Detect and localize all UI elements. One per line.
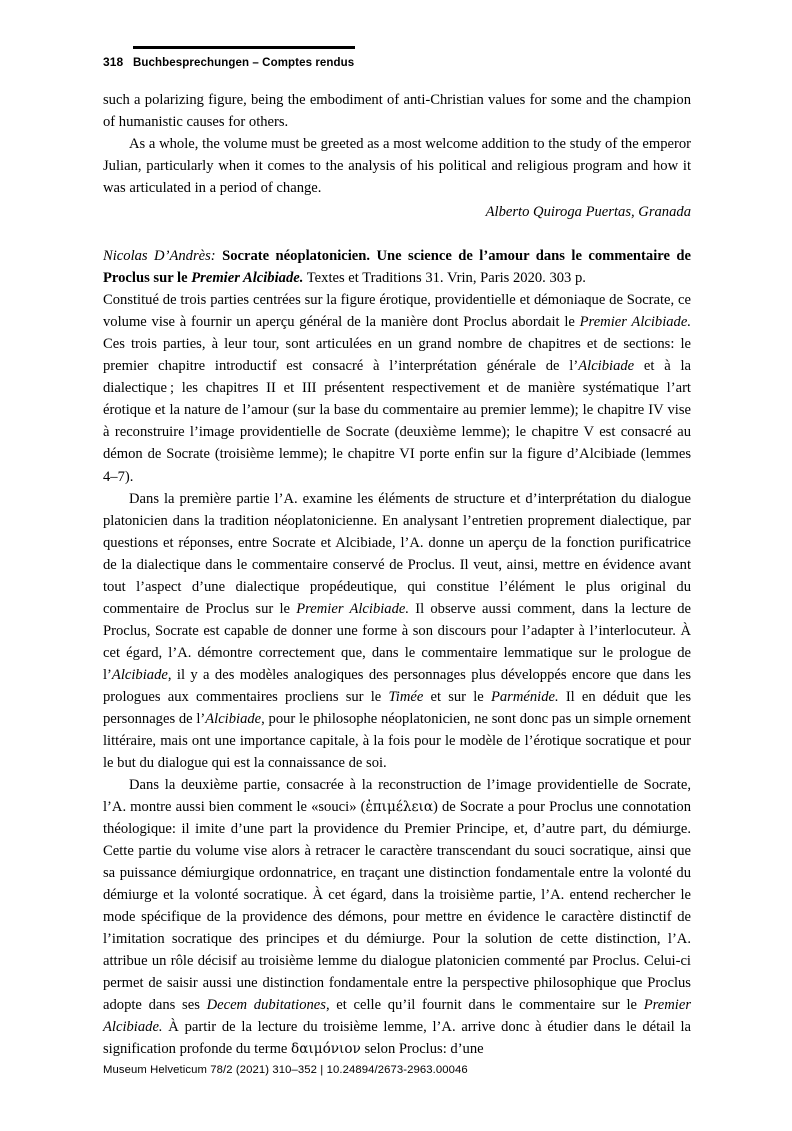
text-run: Constitué de trois parties centrées sur la figure érotique, providentielle et démoniaque de Socrate, ce volume vise à fournir un aperçu général de la manière dont Proclus abordait le bbox=[103, 292, 691, 331]
italic-title: Alcibiade bbox=[111, 666, 168, 683]
review-title-italic: Premier Alcibiade. bbox=[191, 270, 304, 287]
text-run: , il y a des modèles analogiques des personnages plus développés encore que dans les prologues aux commentaires procliens sur le bbox=[103, 666, 691, 705]
text-run: Dans la deuxième partie, consacrée à la reconstruction de l’image providentielle de Socrate, l’A. montre aussi bien comment le «souci» ( bbox=[103, 776, 691, 815]
italic-title: Parménide. bbox=[490, 688, 559, 705]
review-paragraph bbox=[103, 488, 691, 774]
review-body bbox=[103, 289, 691, 1060]
review-paragraph bbox=[103, 289, 691, 487]
italic-title: Premier Alcibiade. bbox=[579, 314, 691, 331]
italic-title: Premier Alcibiade. bbox=[103, 997, 691, 1036]
running-head-title-wrap bbox=[133, 46, 691, 69]
reviewer-signature: Alberto Quiroga Puertas, Granada bbox=[485, 204, 691, 221]
italic-title: Decem dubitationes bbox=[206, 997, 326, 1014]
text-run: Il observe aussi comment, dans la lecture de Proclus, Socrate est capable de donner une forme à son discours pour l’adapter à l’interlocuteur. À cet égard, l’A. démontre correctement que, dans le commentaire lemmatique sur le prologue de l’ bbox=[103, 600, 691, 683]
running-head-title: Buchbesprechungen – Comptes rendus bbox=[133, 57, 355, 69]
text-run: et à la dialectique ; les chapitres II et III présentent respectivement et de manière systématique l’art érotique et la nature de l’amour (sur la base du commentaire au premier lemme); le chapitre IV vise à reconstruire l’image providentielle de Socrate (deuxième lemme); le chapitre V est consacré au démon de Socrate (troisième lemme); le chapitre VI porte enfin sur la figure d’Alcibiade (lemmes 4–7). bbox=[103, 358, 691, 485]
italic-title: Alcibiade bbox=[578, 358, 635, 375]
text-run: Dans la première partie l’A. examine les éléments de structure et d’interprétation du dialogue platonicien dans la tradition néoplatonicienne. En analysant l’entretien proprement dialectique, par questions et réponses, entre Socrate et Alcibiade, l’A. donne un aperçu de la fonction purificatrice de la dialectique dans le commentaire conservé de Proclus. Il veut, ainsi, mettre en évidence avant tout l’aspect d’une dialectique propédeutique, qui constitue l’élément le plus original du commentaire de Proclus sur le bbox=[103, 490, 691, 617]
header-rule bbox=[133, 46, 355, 49]
text-run: selon Proclus: d’une bbox=[360, 1041, 484, 1058]
review-paragraph bbox=[103, 774, 691, 1060]
text-run: , et celle qu’il fournit dans le commentaire sur le bbox=[325, 997, 644, 1014]
text-run: À partir de la lecture du troisième lemme, l’A. arrive donc à étudier dans le détail la signification profonde du terme bbox=[103, 1019, 691, 1058]
paragraph-final: As a whole, the volume must be greeted as a most welcome addition to the study of the emperor Julian, particularly when it comes to the analysis of his political and religious program and how it was articulated in a period of change. bbox=[103, 136, 691, 197]
text-run: Il en déduit que les personnages de l’ bbox=[103, 688, 692, 727]
text-run: , pour le philosophe néoplatonicien, ne sont donc pas un simple ornement littéraire, mais ont une importance capitale, à la fois pour le modèle de l’érotique socratique et pour le but du dialogue qui est la connaissance de soi. bbox=[103, 710, 691, 771]
review-imprint: Textes et Traditions 31. Vrin, Paris 2020. 303 p. bbox=[303, 270, 586, 287]
italic-title: Timée bbox=[388, 688, 424, 705]
text-run: et sur le bbox=[423, 688, 491, 705]
italic-title: Alcibiade bbox=[205, 710, 262, 727]
paragraph-continuation: such a polarizing figure, being the embodiment of anti-Christian values for some and the champion of humanistic causes for others. bbox=[103, 92, 691, 131]
text-run: Ces trois parties, à leur tour, sont articulées en un grand nombre de chapitres et de sections: le premier chapitre introductif est consacré à l’interprétation générale de l’ bbox=[103, 336, 691, 375]
text-run: ) de Socrate a pour Proclus une connotation théologique: il imite d’une part la providence du Premier Principe, et, d’autre part, du démiurge. Cette partie du volume vise alors à retracer le caractère transcendant du souci socratique, ainsi que sa puissance démiurgique ordonnatrice, en traçant une distinction fondamentale entre la volonté du démiurge et la volonté socratique. À cet égard, dans la troisième partie, l’A. entend rechercher le mode spécifique de la providence des démons, pour mettre en évidence le caractère distinctif de l’imitation socratique des principes et du démiurge. Pour la solution de cette distinction, l’A. attribue un rôle décisif au troisième lemme du dialogue platonicien commenté par Proclus. Celui-ci permet de saisir aussi une distinction fondamentale entre la perspective philosophique que Proclus adopte dans ses bbox=[103, 798, 691, 1014]
greek-term: δαιμόνιον bbox=[291, 1041, 361, 1058]
review-heading bbox=[103, 245, 691, 289]
italic-title: Premier Alcibiade. bbox=[296, 600, 410, 617]
greek-term: ἐπιμέλεια bbox=[365, 798, 434, 815]
review-title: Socrate néoplatonicien. Une science de l’amour dans le commentaire de Proclus sur le bbox=[103, 248, 691, 287]
page-footer bbox=[103, 1064, 703, 1076]
page-number: 318 bbox=[103, 55, 124, 69]
footer-citation: Museum Helveticum 78/2 (2021) 310–352 | 10.24894/2673-2963.00046 bbox=[103, 1064, 468, 1076]
page-content bbox=[103, 46, 691, 1060]
body-text bbox=[103, 89, 691, 1060]
running-head bbox=[103, 46, 691, 69]
review-author: Nicolas D’Andrès: bbox=[103, 248, 216, 265]
